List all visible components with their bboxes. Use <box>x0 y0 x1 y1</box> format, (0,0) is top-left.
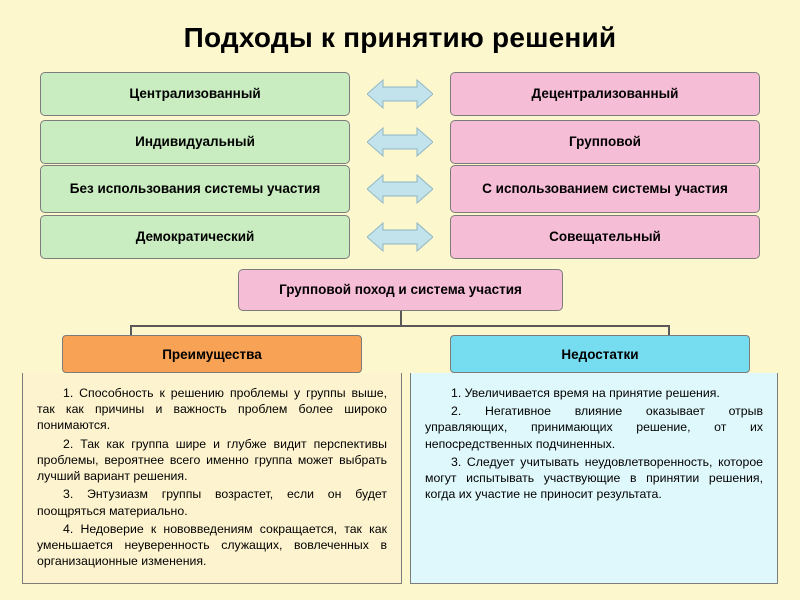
advantages-item: 4. Недоверие к нововведениям сокращается, так как уменьшается неуверенность служащих, вовлеченных в организационные изменения. <box>37 521 387 569</box>
arrow-cell <box>350 215 450 259</box>
pair-right-advisory: Совещательный <box>450 215 760 259</box>
pair-left-democratic: Демократический <box>40 215 350 259</box>
pair-left-individual: Индивидуальный <box>40 120 350 164</box>
arrow-cell <box>350 120 450 164</box>
double-arrow-icon <box>367 77 433 111</box>
advantages-header: Преимущества <box>62 335 362 373</box>
double-arrow-icon <box>367 125 433 159</box>
connector-vertical <box>400 311 402 325</box>
pair-right-decentralized: Децентрализованный <box>450 72 760 116</box>
disadvantages-item: 3. Следует учитывать неудовлетворенность, которое могут испытывать участвующие в принятии решения, когда их участие не приносит результата. <box>425 454 763 502</box>
advantages-item: 2. Так как группа шире и глубже видит перспективы проблемы, вероятнее всего именно группа может выбрать лучший вариант решения. <box>37 436 387 484</box>
page-title: Подходы к принятию решений <box>183 22 617 53</box>
double-arrow-icon <box>367 172 433 206</box>
connector-horizontal <box>130 325 670 327</box>
advantages-body <box>22 373 402 584</box>
pair-row <box>40 120 760 164</box>
group-participation-node: Групповой поход и система участия <box>238 269 563 311</box>
advantages-item: 1. Способность к решению проблемы у группы выше, так как причины и важность проблем более широко понимаются. <box>37 386 387 433</box>
pair-left-no-participation: Без использования системы участия <box>40 165 350 213</box>
pair-right-group: Групповой <box>450 120 760 164</box>
disadvantages-item: 1. Увеличивается время на принятие решения. <box>451 386 720 400</box>
pair-left-centralized: Централизованный <box>40 72 350 116</box>
disadvantages-item: 2. Негативное влияние оказывает отрыв управляющих, принимающих решение, от их непосредственных подчиненных. <box>425 404 763 451</box>
pair-right-with-participation: С использованием системы участия <box>450 165 760 213</box>
arrow-cell <box>350 165 450 213</box>
pair-row <box>40 72 760 116</box>
pair-row <box>40 165 760 213</box>
pair-row <box>40 215 760 259</box>
disadvantages-header: Недостатки <box>450 335 750 373</box>
disadvantages-body <box>410 373 778 584</box>
arrow-cell <box>350 72 450 116</box>
advantages-item: 3. Энтузиазм группы возрастет, если он будет поощряться материально. <box>37 487 387 518</box>
double-arrow-icon <box>367 220 433 254</box>
